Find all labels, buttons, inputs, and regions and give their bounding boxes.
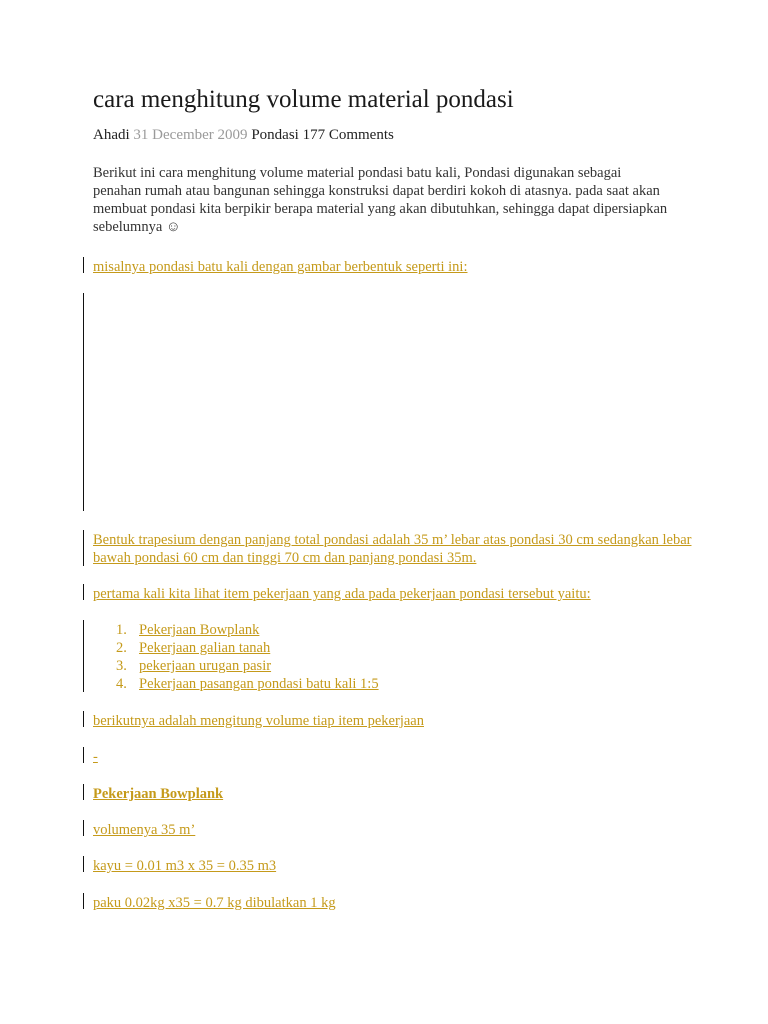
image-placeholder-bar xyxy=(83,293,84,511)
revision-bar xyxy=(83,747,84,763)
author-link[interactable]: Ahadi xyxy=(93,127,130,143)
revision-bar xyxy=(83,584,84,600)
paragraph-link[interactable]: kayu = 0.01 m3 x 35 = 0.35 m3 xyxy=(93,858,277,874)
work-items-list xyxy=(116,621,379,693)
paragraph-link[interactable]: misalnya pondasi batu kali dengan gambar berbentuk seperti ini: xyxy=(93,259,468,275)
paragraph-link[interactable]: paku 0.02kg x35 = 0.7 kg dibulatkan 1 kg xyxy=(93,895,336,911)
post-meta xyxy=(93,127,394,144)
revision-bar xyxy=(83,784,84,800)
revision-bar xyxy=(83,893,84,909)
paragraph-link[interactable]: - xyxy=(93,749,98,765)
paragraph-link[interactable]: Bentuk trapesium dengan panjang total pondasi adalah 35 m’ lebar atas pondasi 30 cm sedangkan lebar bawah pondasi 60 cm dan tinggi 70 cm dan panjang pondasi 35m. xyxy=(93,532,692,566)
paragraph-link[interactable]: pertama kali kita lihat item pekerjaan yang ada pada pekerjaan pondasi tersebut yaitu: xyxy=(93,586,591,602)
category-link[interactable]: Pondasi xyxy=(251,127,299,143)
list-item[interactable]: 4. Pekerjaan pasangan pondasi batu kali 1:5 xyxy=(116,676,379,692)
comments-link[interactable]: 177 Comments xyxy=(302,127,394,143)
intro-paragraph: Berikut ini cara menghitung volume material pondasi batu kali, Pondasi digunakan sebagai penahan rumah atau bangunan sehingga konstruksi dapat berdiri kokoh di atasnya. pada saat akan membuat pondasi kita berpikir berapa material yang akan dibutuhkan, sehingga dapat dipersiapkan sebelumnya ☺ xyxy=(93,165,668,235)
revision-bar xyxy=(83,620,84,692)
page-title: cara menghitung volume material pondasi xyxy=(93,86,514,113)
list-item[interactable]: 3. pekerjaan urugan pasir xyxy=(116,658,272,674)
section-heading-link[interactable]: Pekerjaan Bowplank xyxy=(93,786,224,802)
paragraph-link[interactable]: berikutnya adalah mengitung volume tiap item pekerjaan xyxy=(93,713,424,729)
revision-bar xyxy=(83,856,84,872)
revision-bar xyxy=(83,820,84,836)
revision-bar xyxy=(83,257,84,273)
paragraph-link[interactable]: volumenya 35 m’ xyxy=(93,822,196,838)
revision-bar xyxy=(83,530,84,566)
post-date[interactable]: 31 December 2009 xyxy=(133,127,248,143)
list-item[interactable]: 2. Pekerjaan galian tanah xyxy=(116,640,271,656)
revision-bar xyxy=(83,711,84,727)
list-item[interactable]: 1. Pekerjaan Bowplank xyxy=(116,622,260,638)
